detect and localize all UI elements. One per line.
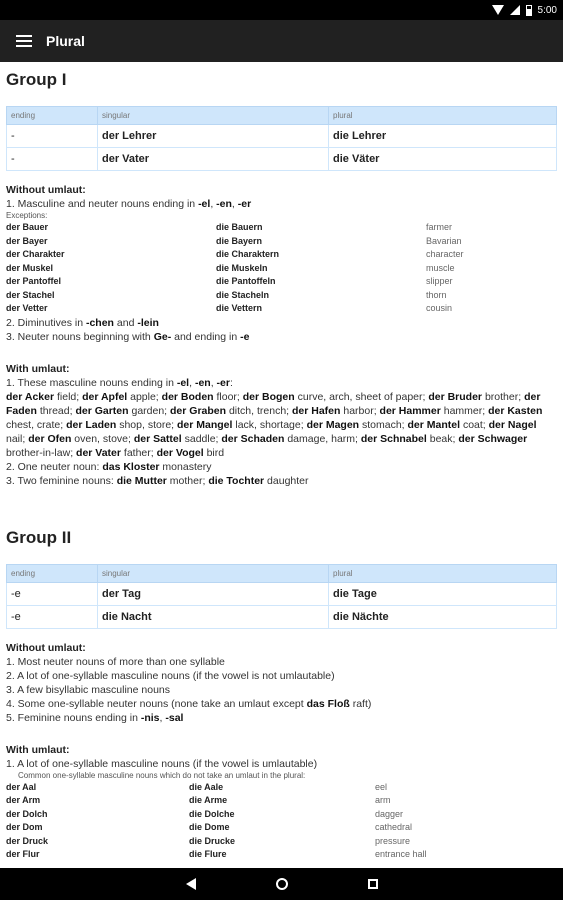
rule-text: 2. Diminutives in -chen and -lein: [6, 316, 159, 329]
rule-text: 2. A lot of one-syllable masculine nouns (if the vowel is not umlautable): [6, 669, 335, 682]
cell-singular: die Nacht: [98, 605, 329, 628]
header-ending: ending: [7, 564, 98, 582]
table-header-row: [7, 107, 557, 125]
rule-text: 3. Neuter nouns beginning with Ge- and ending in -e: [6, 330, 250, 343]
group2-with-umlaut: [6, 743, 557, 862]
group2-without-umlaut: [6, 641, 557, 725]
rule-text: 4. Some one-syllable neuter nouns (none take an umlaut except das Floß raft): [6, 697, 372, 710]
cell-plural: die Nächte: [329, 605, 557, 628]
rule-text: 1. Masculine and neuter nouns ending in -el, -en, -er: [6, 198, 252, 210]
cell-ending: -: [7, 148, 98, 171]
group1-table: [6, 106, 557, 171]
group2-title: Group II: [6, 527, 72, 547]
word-list: der Aal die Aale eel der Arm die Arme arm der Dolch die Dolche dagger der Dom die Dome cathedral der Druck die Drucke pressure der Flur die Flure entrance hall: [6, 781, 427, 859]
cell-plural: die Lehrer: [329, 125, 557, 148]
section-heading: Without umlaut:: [6, 184, 86, 196]
status-time: 5:00: [537, 4, 557, 16]
group1-title: Group I: [6, 70, 67, 89]
group1-without-umlaut: [6, 183, 557, 344]
exceptions-list: der Bauer die Bauern farmer der Bayer die Bayern Bavarian der Charakter die Charaktern character der Muskel die Muskeln muscle der Pantoffel die Pantoffeln slipper der Stachel die Stacheln thorn der Vetter die Vettern cousin: [6, 222, 464, 313]
back-icon[interactable]: [186, 878, 196, 890]
group1-with-umlaut: [6, 362, 557, 488]
cell-plural: die Tage: [329, 582, 557, 605]
table-row: [7, 605, 557, 628]
navigation-bar: [0, 868, 563, 900]
group2-table: [6, 564, 557, 629]
content-area[interactable]: [0, 62, 563, 868]
rule-text: 5. Feminine nouns ending in -nis, -sal: [6, 711, 184, 724]
table-row: [7, 582, 557, 605]
cell-singular: der Lehrer: [98, 125, 329, 148]
status-bar: [0, 0, 563, 20]
exceptions-label: Exceptions:: [6, 211, 48, 220]
signal-icon: [510, 5, 520, 15]
cell-ending: -e: [7, 582, 98, 605]
cell-singular: der Tag: [98, 582, 329, 605]
wifi-icon: [492, 5, 504, 15]
cell-ending: -e: [7, 605, 98, 628]
home-icon[interactable]: [276, 878, 288, 890]
section-heading: Without umlaut:: [6, 641, 86, 654]
rule-text: 1. These masculine nouns ending in -el, -en, -er:: [6, 376, 233, 389]
app-title: Plural: [46, 33, 85, 49]
table-header-row: [7, 564, 557, 582]
cell-singular: der Vater: [98, 148, 329, 171]
recent-apps-icon[interactable]: [368, 879, 378, 889]
section-heading: With umlaut:: [6, 362, 70, 375]
header-plural: plural: [329, 107, 557, 125]
rule-text: 1. A lot of one-syllable masculine nouns (if the vowel is umlautable): [6, 757, 318, 770]
section-heading: With umlaut:: [6, 743, 70, 756]
header-singular: singular: [98, 564, 329, 582]
table-row: [7, 125, 557, 148]
app-bar: [0, 20, 563, 62]
umlaut-word-list: der Acker field; der Apfel apple; der Boden floor; der Bogen curve, arch, sheet of paper; der Bruder brother; der Faden thread; der Garten garden; der Graben ditch, trench; der Hafen harbor; der Hammer hammer; der Kasten chest, crate; der Laden shop, store; der Mangel lack, shortage; der Magen stomach; der Mantel coat; der Nagel nail; der Ofen oven, stove; der Sattel saddle; der Schaden damage, harm; der Schnabel beak; der Schwager brother-in-law; der Vater father; der Vogel bird: [6, 390, 543, 459]
hamburger-menu-icon[interactable]: [16, 35, 32, 47]
header-singular: singular: [98, 107, 329, 125]
header-ending: ending: [7, 107, 98, 125]
header-plural: plural: [329, 564, 557, 582]
table-row: [7, 148, 557, 171]
rule-text: 2. One neuter noun: das Kloster monastery: [6, 460, 212, 473]
battery-icon: [526, 5, 532, 16]
rule-text: 3. A few bisyllabic masculine nouns: [6, 683, 171, 696]
cell-plural: die Väter: [329, 148, 557, 171]
cell-ending: -: [7, 125, 98, 148]
note-text: Common one-syllable masculine nouns which do not take an umlaut in the plural:: [18, 770, 306, 780]
rule-text: 3. Two feminine nouns: die Mutter mother; die Tochter daughter: [6, 474, 309, 487]
rule-text: 1. Most neuter nouns of more than one syllable: [6, 655, 225, 668]
